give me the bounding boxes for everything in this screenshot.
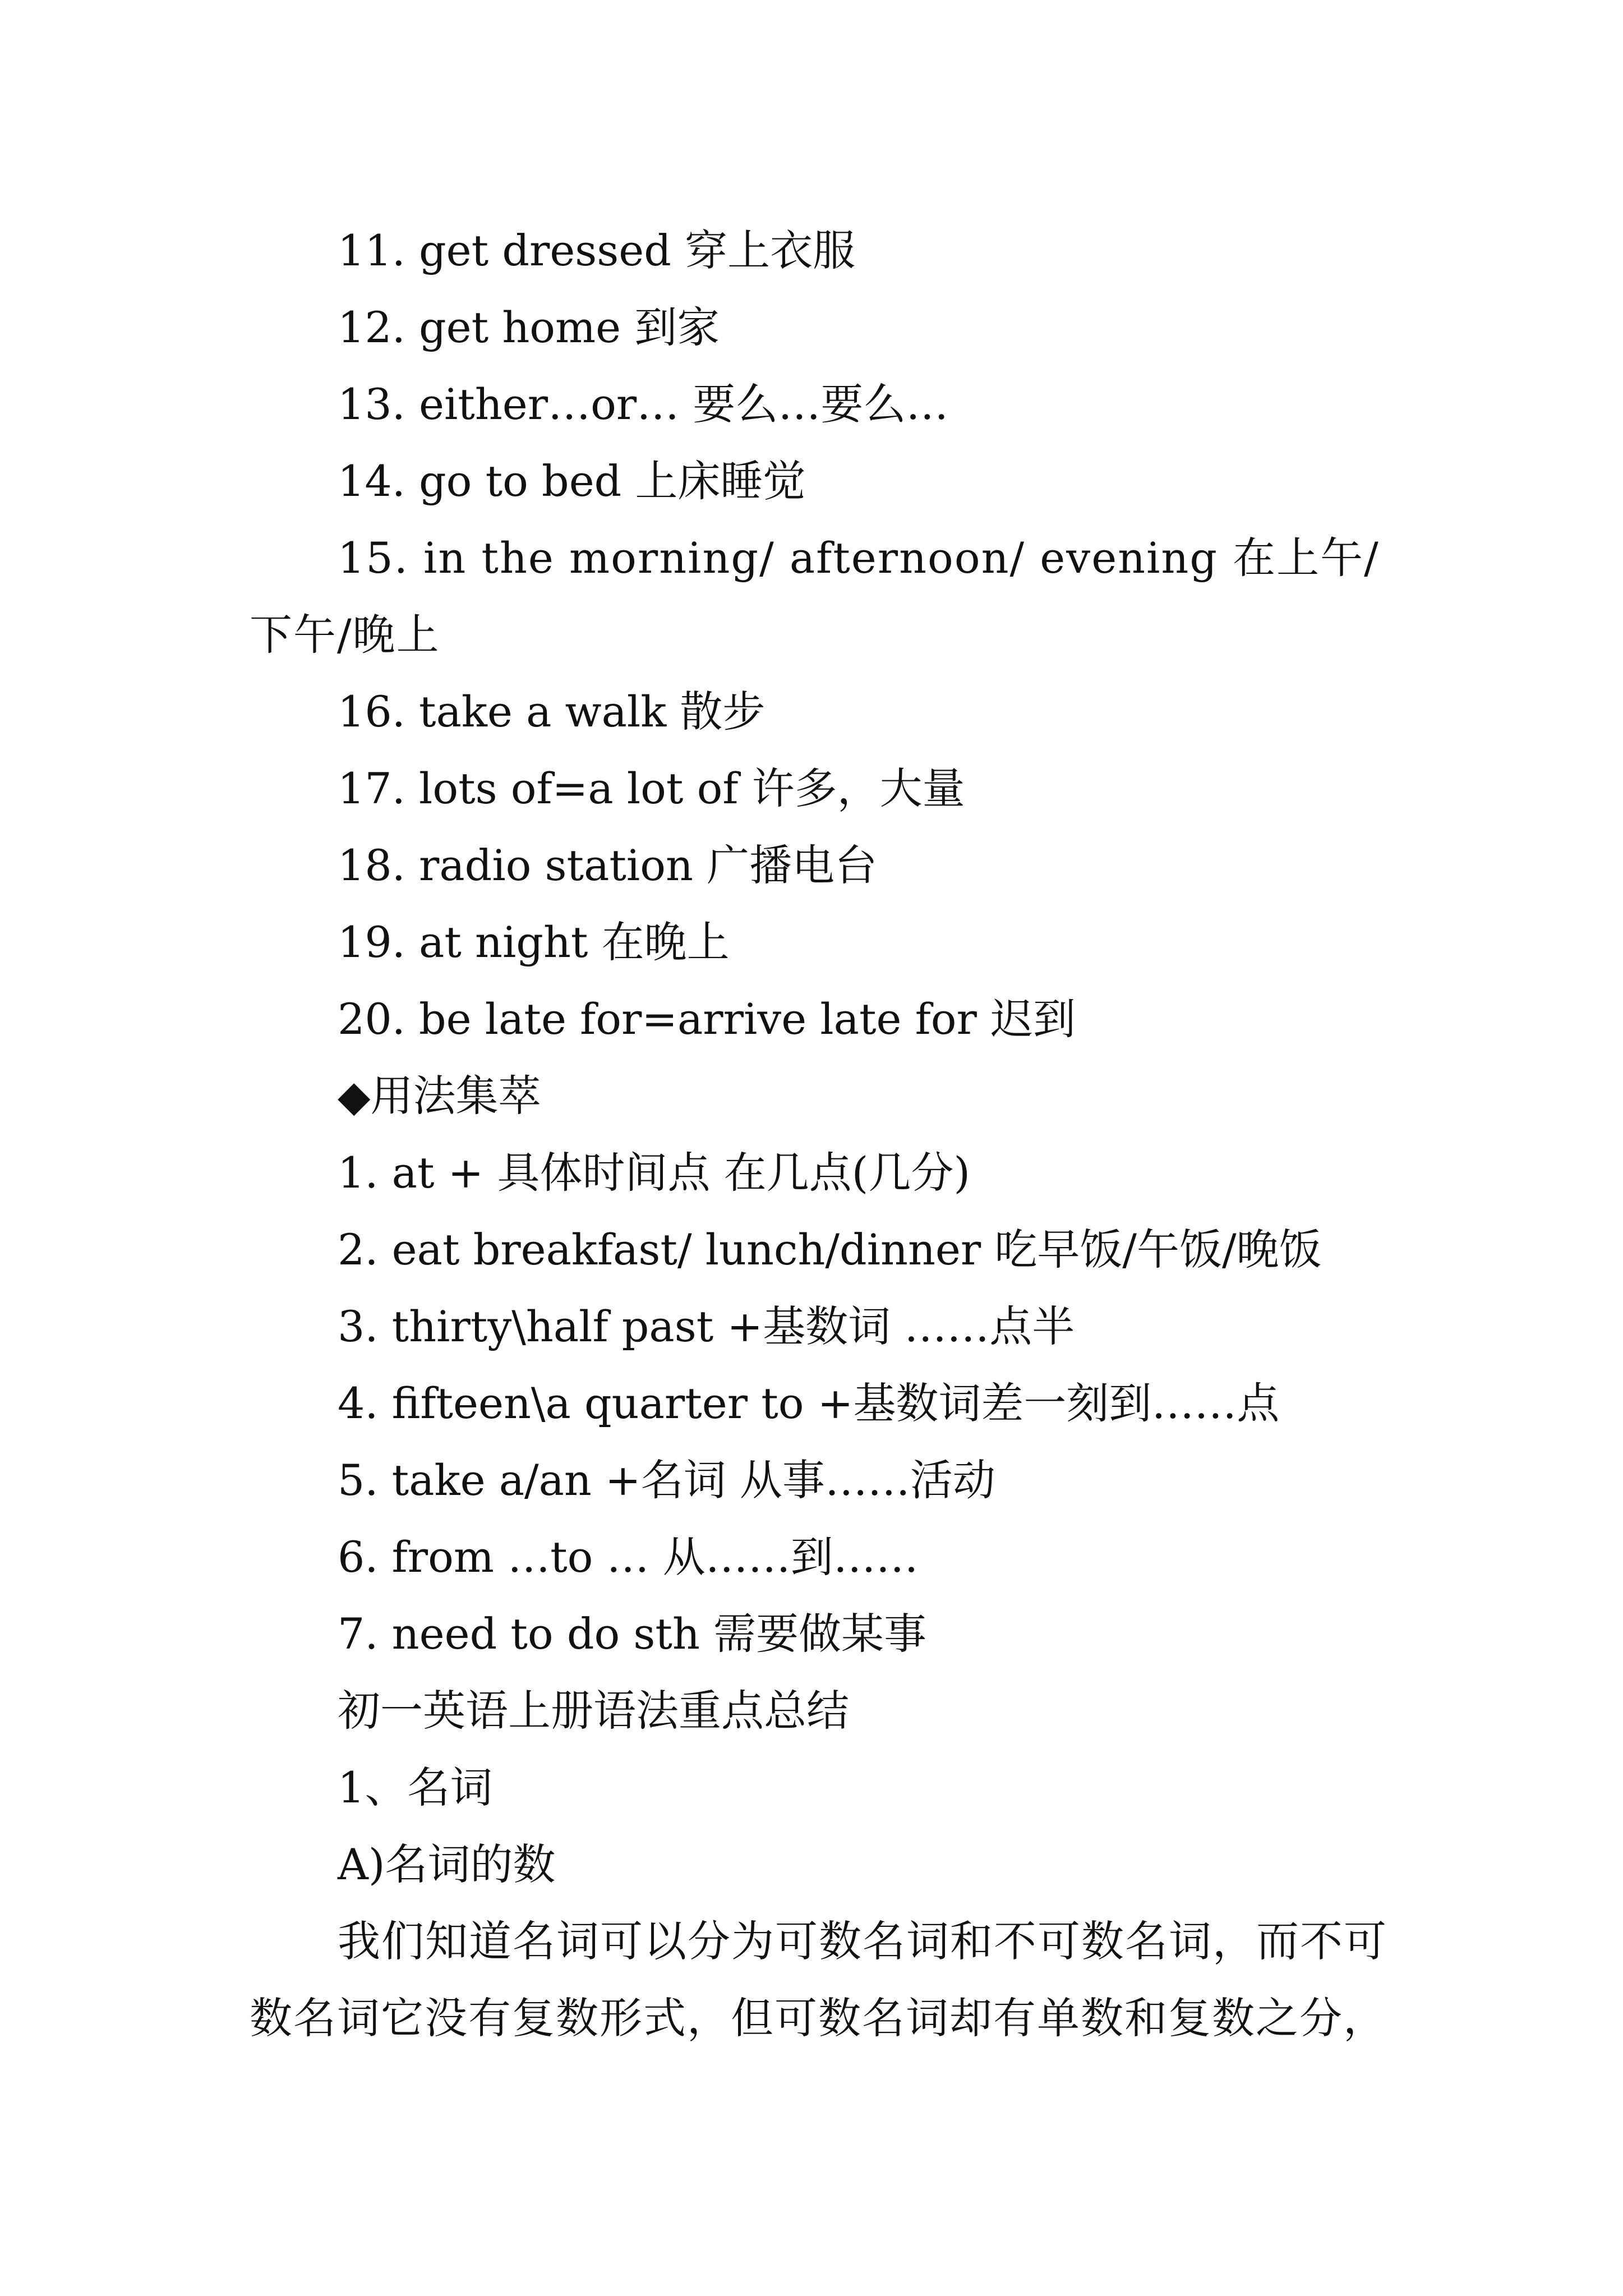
phrase-item: 20. be late for=arrive late for 迟到: [338, 994, 1076, 1044]
phrase-item: 14. go to bed 上床睡觉: [338, 456, 806, 506]
phrase-item: 19. at night 在晚上: [338, 917, 730, 967]
subsubsection-title: A)名词的数: [338, 1839, 556, 1889]
usage-item: 1. at + 具体时间点 在几点(几分): [338, 1148, 970, 1198]
usage-item: 7. need to do sth 需要做某事: [338, 1609, 927, 1659]
section-title: 初一英语上册语法重点总结: [338, 1686, 849, 1736]
document-body: [250, 212, 1394, 2056]
usage-item: 3. thirty\half past +基数词 ……点半: [338, 1301, 1075, 1351]
phrase-item: 16. take a walk 散步: [338, 687, 766, 737]
phrase-item: 12. get home 到家: [338, 302, 720, 352]
usage-item: 4. fifteen\a quarter to +基数词差一刻到……点: [338, 1378, 1280, 1428]
phrase-list: [250, 212, 1394, 1057]
subsection-title: 1、名词: [338, 1763, 493, 1812]
usage-item: 6. from …to … 从……到……: [338, 1532, 919, 1582]
usage-list: [250, 1134, 1394, 1672]
phrase-item: 15. in the morning/ afternoon/ evening 在上午/下午/晚上: [250, 533, 1380, 660]
phrase-item: 13. either…or… 要么…要么…: [338, 379, 949, 429]
body-paragraph: 我们知道名词可以分为可数名词和不可数名词，而不可数名词它没有复数形式，但可数名词却有单数和复数之分，: [250, 1916, 1387, 2043]
phrase-item: 17. lots of=a lot of 许多，大量: [338, 763, 965, 813]
phrase-item: 18. radio station 广播电台: [338, 840, 878, 890]
phrase-item: 11. get dressed 穿上衣服: [338, 226, 856, 275]
usage-item: 2. eat breakfast/ lunch/dinner 吃早饭/午饭/晚饭: [338, 1225, 1322, 1274]
usage-item: 5. take a/an +名词 从事……活动: [338, 1455, 995, 1505]
usage-heading: ◆用法集萃: [338, 1071, 541, 1121]
